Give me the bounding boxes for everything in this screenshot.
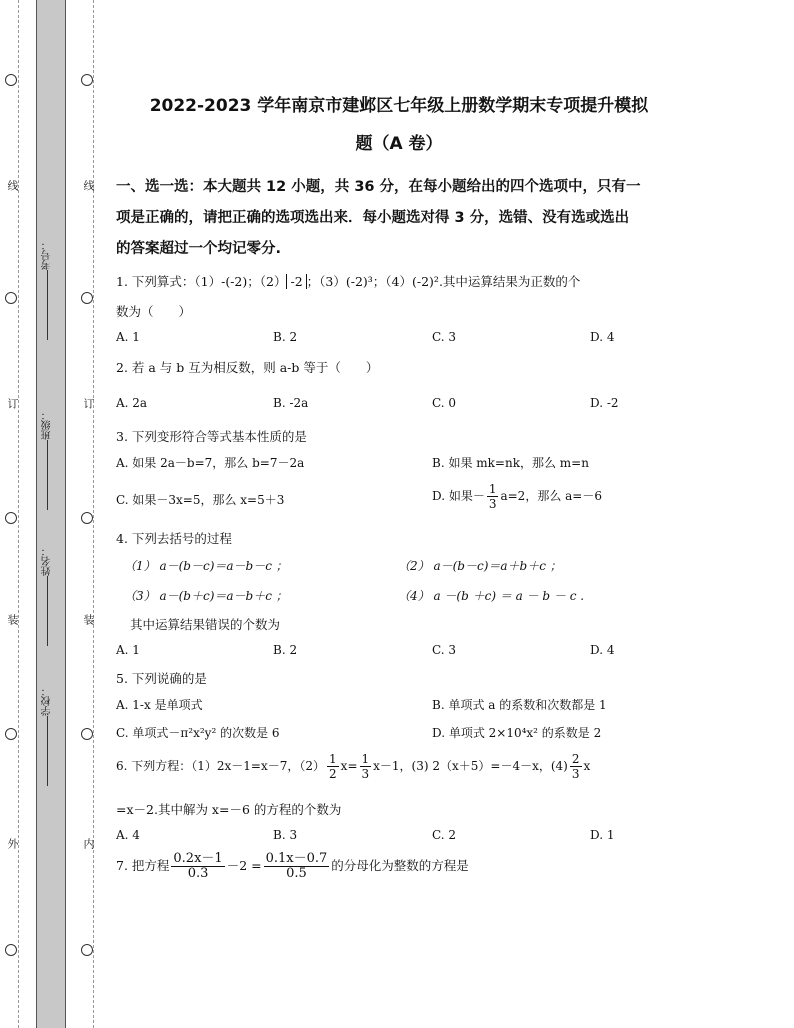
punch-hole <box>5 292 17 304</box>
inner-label: 订 <box>82 398 95 409</box>
class-field[interactable]: 班级： <box>40 410 55 514</box>
exam-number-field[interactable]: 考号： <box>40 240 55 344</box>
question-4-stem: 4. 下列去括号的过程 <box>116 531 232 546</box>
q2-option-d[interactable]: D. -2 <box>590 396 619 410</box>
punch-hole <box>5 512 17 524</box>
q6-option-a[interactable]: A. 4 <box>116 828 140 842</box>
q1-option-a[interactable]: A. 1 <box>116 330 140 344</box>
inner-label: 装 <box>82 614 95 625</box>
q3-option-c[interactable]: C. 如果－3x=5，那么 x=5＋3 <box>116 493 285 507</box>
q5-option-c[interactable]: C. 单项式－π²x²y² 的次数是 6 <box>116 726 280 740</box>
question-7-stem: 7. 把方程 $\frac{0.2x-1}{0.3}$ －2 = $\frac{0.1x-0.7}{0.5}$ 的分母化为整数的方程是 <box>116 851 469 881</box>
q4-expression-2: （2） a－(b－c)＝a＋b＋c ； <box>398 559 562 573</box>
q4-option-c[interactable]: C. 3 <box>432 643 457 657</box>
punch-hole <box>81 292 93 304</box>
question-6-stem-continued: =x－2.其中解为 x=－6 的方程的个数为 <box>116 802 342 817</box>
name-field[interactable]: 姓名： <box>40 546 55 650</box>
q2-option-a[interactable]: A. 2a <box>116 396 148 410</box>
section-instructions-line: 项是正确的，请把正确的选项选出来．每小题选对得 3 分，选错、没有选或选出 <box>116 210 630 226</box>
punch-hole <box>81 74 93 86</box>
q6-option-d[interactable]: D. 1 <box>590 828 615 842</box>
punch-hole <box>5 944 17 956</box>
inner-label: 线 <box>82 180 95 191</box>
section-instructions-line: 的答案超过一个均记零分. <box>116 241 282 257</box>
outer-label: 线 <box>6 180 19 191</box>
q1-option-b[interactable]: B. 2 <box>273 330 298 344</box>
school-field[interactable]: 学校： <box>40 686 55 790</box>
q3-option-a[interactable]: A. 如果 2a－b=7，那么 b=7－2a <box>116 456 305 470</box>
q1-option-d[interactable]: D. 4 <box>590 330 615 344</box>
q6-option-c[interactable]: C. 2 <box>432 828 457 842</box>
question-6-stem: 6. 下列方程：（1）2x－1=x－7，（2） $\frac{1}{2}$ x= $\frac{1}{3}$ x－1，(3) 2（x＋5）=－4－x，(4) $\frac{2}{3}$ x <box>116 752 591 781</box>
question-4-note: 其中运算结果错误的个数为 <box>130 617 281 632</box>
question-1-stem: 1. 下列算式：（1）-(-2)；（2） -2 ；（3）(-2)³；（4）(-2)².其中运算结果为正数的个 <box>116 274 581 289</box>
binding-gutter <box>0 0 100 1028</box>
question-1-stem-continued: 数为（ ） <box>116 304 192 319</box>
outer-label: 订 <box>6 398 19 409</box>
outer-cut-line <box>18 0 19 1028</box>
punch-hole <box>5 74 17 86</box>
q4-expression-4: （4） a －(b ＋c) ＝ a － b － c . <box>398 589 585 603</box>
question-2-stem: 2. 若 a 与 b 互为相反数，则 a-b 等于（ ） <box>116 360 379 375</box>
q3-option-d[interactable]: D. 如果－ $\frac{1}{3}$ a=2，那么 a=－6 <box>432 482 602 511</box>
inner-cut-line <box>93 0 94 1028</box>
q3-option-b[interactable]: B. 如果 mk=nk，那么 m=n <box>432 456 589 470</box>
punch-hole <box>81 512 93 524</box>
punch-hole <box>5 728 17 740</box>
q5-option-b[interactable]: B. 单项式 a 的系数和次数都是 1 <box>432 698 607 712</box>
q4-option-b[interactable]: B. 2 <box>273 643 298 657</box>
outer-label: 装 <box>6 614 19 625</box>
page-title-continued: 题（A 卷） <box>355 134 443 154</box>
q5-option-a[interactable]: A. 1-x 是单项式 <box>116 698 203 712</box>
punch-hole <box>81 728 93 740</box>
punch-hole <box>81 944 93 956</box>
question-3-stem: 3. 下列变形符合等式基本性质的是 <box>116 429 307 444</box>
q4-option-d[interactable]: D. 4 <box>590 643 615 657</box>
binding-strip <box>36 0 66 1028</box>
page-title: 2022-2023 学年南京市建邺区七年级上册数学期末专项提升模拟 <box>149 96 649 116</box>
q2-option-c[interactable]: C. 0 <box>432 396 457 410</box>
q4-option-a[interactable]: A. 1 <box>116 643 140 657</box>
q5-option-d[interactable]: D. 单项式 2×10⁴x² 的系数是 2 <box>432 726 602 740</box>
absolute-value: -2 <box>286 274 306 289</box>
q1-option-c[interactable]: C. 3 <box>432 330 457 344</box>
q2-option-b[interactable]: B. -2a <box>273 396 309 410</box>
outer-label: 外 <box>6 838 19 849</box>
q4-expression-1: （1） a－(b－c)＝a－b－c ； <box>124 559 288 573</box>
q6-option-b[interactable]: B. 3 <box>273 828 298 842</box>
question-5-stem: 5. 下列说确的是 <box>116 671 207 686</box>
q4-expression-3: （3） a－(b＋c)＝a－b＋c ； <box>124 589 288 603</box>
section-instructions-line: 一、选一选：本大题共 12 小题，共 36 分，在每小题给出的四个选项中，只有一 <box>116 179 641 195</box>
inner-label: 内 <box>82 838 95 849</box>
